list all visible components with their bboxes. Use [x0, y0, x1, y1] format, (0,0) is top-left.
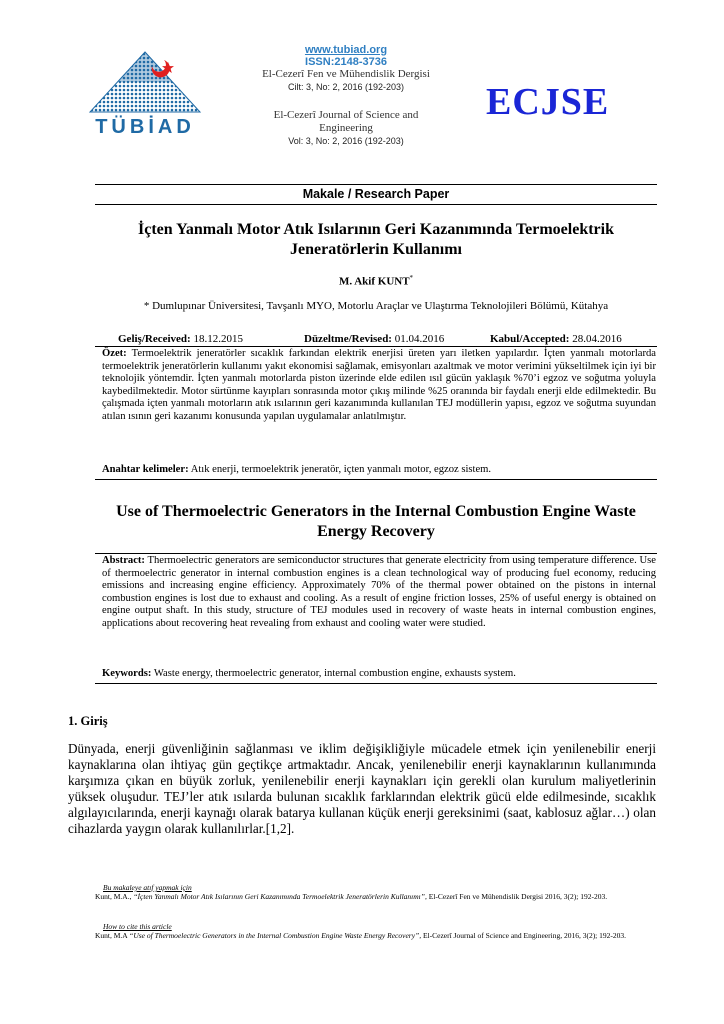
title-turkish — [95, 220, 657, 260]
citation-tr — [95, 883, 657, 901]
journal-name-en-1: El-Cezerî Journal of Science and — [273, 109, 419, 121]
ozet-paragraph — [102, 348, 656, 424]
affiliation: * Dumlupınar Üniversitesi, Tavşanlı MYO, Motorlu Araçlar ve Ulaştırma Teknolojileri Bölümü, Kütahya — [143, 300, 609, 312]
date-accepted — [490, 333, 622, 345]
journal-issn: ISSN:2148-3736 — [305, 56, 387, 68]
divider-section — [95, 204, 657, 205]
revised-value: 01.04.2016 — [394, 333, 445, 345]
ecjse-logo: ECJSE — [486, 81, 610, 123]
ozet-label: Özet: — [102, 348, 127, 359]
author-mark: * — [409, 274, 414, 282]
revised-label: Düzeltme/Revised: — [304, 333, 392, 345]
anahtar-text: Atık enerji, termoelektrik jeneratör, içten yanmalı motor, egzoz sistem. — [190, 464, 492, 475]
accepted-value: 28.04.2016 — [572, 333, 622, 345]
citation-en-rest: El-Cezerî Journal of Science and Engineering, 2016, 3(2); 192-203. — [422, 931, 627, 940]
divider-tr-abstract — [95, 479, 657, 480]
journal-name-tr: El-Cezerî Fen ve Mühendislik Dergisi — [262, 68, 430, 80]
citation-tr-title: “İçten Yanmalı Motor Atık Isılarının Geri Kazanımında Termoelektrik Jeneratörlerin Kullanımı”, — [133, 892, 427, 901]
logo-wordmark: TÜBİAD — [95, 116, 195, 138]
title-en-line2: Energy Recovery — [317, 523, 435, 540]
journal-name-en-2: Engineering — [319, 122, 373, 134]
abstract-paragraph — [102, 555, 656, 631]
title-en-line1: Use of Thermoelectric Generators in the Internal Combustion Engine Waste — [116, 503, 636, 520]
accepted-label: Kabul/Accepted: — [490, 333, 570, 345]
author-name: M. Akif KUNT — [338, 275, 410, 288]
citation-en — [95, 922, 657, 940]
journal-volume-en: Vol: 3, No: 2, 2016 (192-203) — [288, 136, 404, 146]
divider-dates — [95, 346, 657, 347]
citation-en-author: Kunt, M.A — [95, 931, 128, 940]
abstract-text: Thermoelectric generators are semiconductor structures that generate electricity from using temperature difference. Use of thermoelectric generator in internal combustion engines is a clean technological way of producing fuel economy, reducing emissions and increasing engine efficiency. Approximately 70% of the thermal power obtained on the pistons in internal combustion engines is lost due to exhaust and cooling. As a result of engine friction losses, 25% of useful energy is obtained on engine output shaft. In this study, structure of TEJ modules used in recovery of waste heats in internal combustion engines, applications about recovering heat revealing from exhaust and cooling water were studied. — [102, 555, 657, 629]
abstract-label: Abstract: — [102, 555, 145, 566]
citation-en-label: How to cite this article — [103, 922, 172, 931]
received-label: Geliş/Received: — [118, 333, 191, 345]
date-revised — [304, 333, 444, 345]
citation-en-title: “Use of Thermoelectric Generators in the Internal Combustion Engine Waste Energy Recovery”, — [129, 931, 422, 940]
title-tr-line2: Jeneratörlerin Kullanımı — [290, 241, 462, 258]
citation-tr-label: Bu makaleye atıf yapmak için — [103, 883, 192, 892]
article-type: Makale / Research Paper — [302, 187, 450, 201]
citation-tr-author: Kunt, M.A., — [95, 892, 132, 901]
section-body-giris: Dünyada, enerji güvenliğinin sağlanması ve iklim değişikliğiyle mücadele etmek için yenilenebilir enerji kaynaklarına olan ihtiyaç gün geçtikçe artmaktadır. Ancak, yenilenebilir enerji kaynaklarının kullanımında karşımıza çıkan en büyük zorluk, yenilenebilir enerji kaynakları için gerekli olan kurulum maliyetlerinin yüksek oluşudur. TEJ’ler atık ısılarda bulunan sıcaklık farklarından elektrik gücü elde edilmesinde, sıcaklık algılayıcılarında, enerji kaynağı olarak batarya kullanan küçük enerji gereksinimi (saat, kablosuz ağlar…) olan cihazlarda yaygın olarak kullanılırlar.[1,2]. — [68, 741, 656, 836]
divider-en-title — [95, 553, 657, 554]
anahtar-kelimeler — [102, 464, 656, 477]
received-value: 18.12.2015 — [193, 333, 243, 345]
keywords — [102, 668, 656, 681]
divider-en-abstract — [95, 683, 657, 684]
keywords-label: Keywords: — [102, 668, 152, 679]
journal-volume-tr: Cilt: 3, No: 2, 2016 (192-203) — [287, 82, 405, 92]
ozet-text: Termoelektrik jeneratörler sıcaklık farkından elektrik enerjisi üreten yarı iletken yapılardır. İçten yanmalı motorlarda termoelektrik jeneratörlerin kullanımı yakıt ekonomisi sağlamak, emisyonları azaltmak ve motor verimini yükseltilmek için iyi bir teknolojik yöntemdir. İçten yanmalı motorlarda piston üzerinde elde edilen ısıl gücün yaklaşık %70’i egzoz ve soğutma yoluyla kaybedilmektedir. Motor sürtünme kayıpları sonrasında motor çıkış milinde %25 oranında bir faydalı enerji elde edilmektedir. Bu çalışmada içten yanmalı motorların atık ısılarının geri kazanımında kullanılan TEJ modüllerin yapısı, egzoz ve soğutma suyundan atılan ısının geri kazanımı konusunda yapılan uygulamalar anlatılmıştır. — [102, 348, 656, 422]
date-received — [118, 333, 243, 345]
author — [95, 274, 657, 288]
journal-header — [236, 44, 456, 147]
title-english — [95, 502, 657, 542]
section-heading-giris: 1. Giriş — [68, 714, 108, 728]
anahtar-label: Anahtar kelimeler: — [102, 464, 189, 475]
keywords-text: Waste energy, thermoelectric generator, internal combustion engine, exhausts system. — [153, 668, 516, 679]
citation-tr-rest: El-Cezerî Fen ve Mühendislik Dergisi 2016, 3(2); 192-203. — [428, 892, 608, 901]
journal-url[interactable]: www.tubiad.org — [304, 44, 388, 56]
divider-top — [95, 184, 657, 185]
title-tr-line1: İçten Yanmalı Motor Atık Isılarının Geri Kazanımında Termoelektrik — [138, 221, 614, 238]
